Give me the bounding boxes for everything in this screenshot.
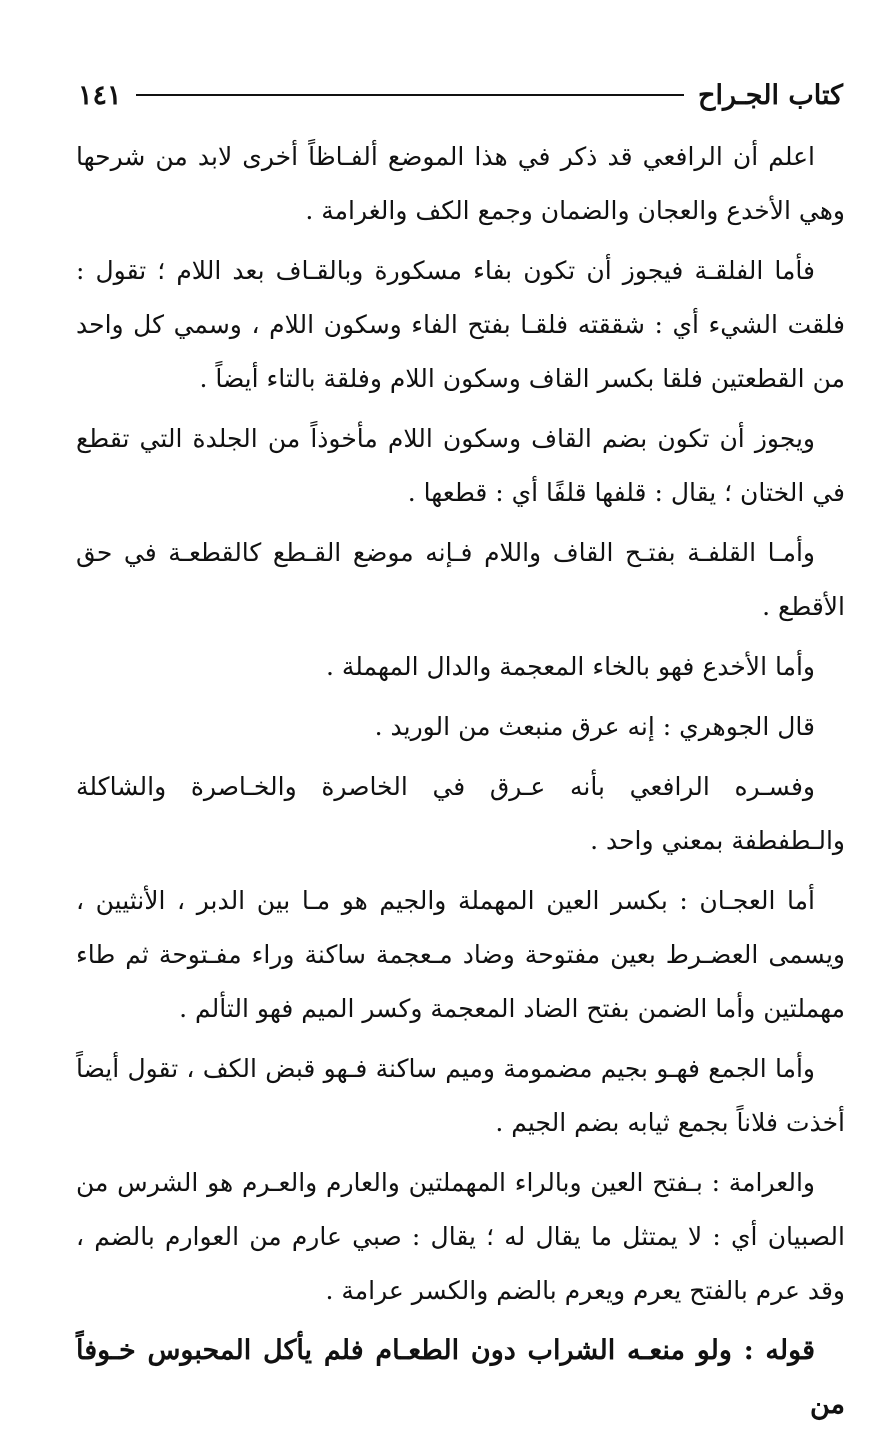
paragraph: اعلم أن الرافعي قد ذكر في هذا الموضع ألفـاظاً أخرى لابد من شرحها وهي الأخدع والعجان والضمان وجمع الكف والغرامة . bbox=[76, 142, 845, 225]
quoted-heading-line: قوله : ولو منعـه الشراب دون الطعـام فلم يأكل المحبوس خـوفاً من bbox=[76, 1335, 845, 1420]
paragraph: ويجوز أن تكون بضم القاف وسكون اللام مأخوذاً من الجلدة التي تقطع في الختان ؛ يقال : قلفها قلفًا أي : قطعها . bbox=[76, 424, 845, 507]
paragraph: وأمـا القلفـة بفتـح القاف واللام فـإنه موضع القـطع كالقطعـة في حق الأقطع . bbox=[76, 538, 845, 621]
header-rule bbox=[136, 94, 685, 96]
body-text bbox=[76, 130, 845, 1438]
paragraph: فأما الفلقـة فيجوز أن تكون بفاء مسكورة وبالقـاف بعد اللام ؛ تقول : فلقت الشيء أي : شققته فلقـا بفتح الفاء وسكون اللام ، وسمي كل واحد من القطعتين فلقا بكسر القاف وسكون اللام وفلقة بالتاء أيضاً . bbox=[76, 256, 845, 393]
page-number: ١٤١ bbox=[78, 79, 122, 111]
paragraph: والعرامة : بـفتح العين وبالراء المهملتين والعارم والعـرم هو الشرس من الصبيان أي : لا يمتثل ما يقال له ؛ يقال : صبي عارم من العوارم بالضم ، وقد عرم بالفتح يعرم ويعرم بالضم والكسر عرامة . bbox=[76, 1168, 845, 1305]
paragraph: أما العجـان : بكسر العين المهملة والجيم هو مـا بين الدبر ، الأنثيين ، ويسمى العضـرط بعين مفتوحة وضاد مـعجمة ساكنة وراء مفـتوحة ثم طاء مهملتين وأما الضمن بفتح الضاد المعجمة وكسر الميم فهو التألم . bbox=[76, 886, 845, 1023]
paragraph: وأما الأخدع فهو بالخاء المعجمة والدال المهملة . bbox=[325, 652, 815, 681]
chapter-title: كتاب الجـراح bbox=[698, 79, 843, 111]
paragraph: قال الجوهري : إنه عرق منبعث من الوريد . bbox=[374, 712, 815, 741]
paragraph: وأما الجمع فهـو بجيم مضمومة وميم ساكنة فـهو قبض الكف ، تقول أيضاً أخذت فلاناً بجمع ثيابه بضم الجيم . bbox=[76, 1054, 845, 1137]
running-header bbox=[78, 70, 843, 120]
paragraph: وفسـره الرافعي بأنه عـرق في الخاصرة والخـاصرة والشاكلة والـطفطفة بمعني واحد . bbox=[76, 772, 845, 855]
